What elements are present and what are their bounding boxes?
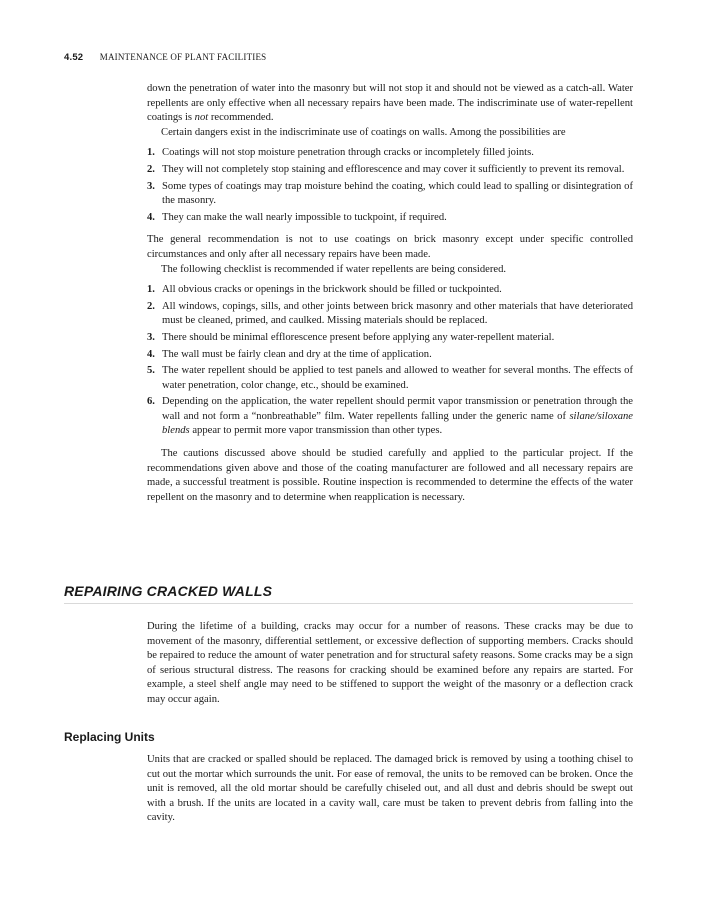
list-item: 5. The water repellent should be applied to test panels and allowed to weather for several months. The effects of water penetration, color change, etc., should be examined. bbox=[147, 365, 633, 391]
section-body bbox=[147, 620, 633, 708]
checklist-lead-paragraph: The following checklist is recommended if water repellents are being considered. bbox=[161, 263, 507, 275]
general-recommendation-paragraph: The general recommendation is not to use coatings on brick masonry except under specific controlled circumstances and only after all necessary repairs have been made. bbox=[147, 234, 633, 260]
dangers-list bbox=[147, 146, 633, 225]
list-item: 2. All windows, copings, sills, and other joints between brick masonry and other materials that have deteriorated must be cleaned, primed, and caulked. Missing materials should be replaced. bbox=[147, 300, 633, 327]
subsection-body bbox=[147, 753, 633, 826]
intro-text: down the penetration of water into the masonry but will not stop it and should not be viewed as a catch-all. Water repellents are only effective when all necessary repairs have been made. The indiscriminate use of water-repellent coatings is bbox=[147, 83, 633, 124]
checklist bbox=[147, 283, 633, 439]
replacing-units-paragraph: Units that are cracked or spalled should be replaced. The damaged brick is removed by using a toothing chisel to cut out the mortar which surrounds the unit. For ease of removal, the units to be removed can be broken. Once the unit is removed, all the old mortar should be carefully chiseled out, and all dust and debris should be swept out with a brush. If the units are located in a cavity wall, care must be taken to prevent debris from falling into the cavity. bbox=[147, 754, 633, 824]
running-title: MAINTENANCE OF PLANT FACILITIES bbox=[99, 52, 267, 62]
page-number: 4.52 bbox=[64, 52, 84, 63]
subsection-heading-replacing-units: Replacing Units bbox=[64, 730, 155, 744]
silane-emphasis: silane/siloxane blends bbox=[162, 410, 633, 437]
cautions-paragraph: The cautions discussed above should be studied carefully and applied to the particular project. If the recommendations given above and those of the coating manufacturer are followed and all necessary repairs are made, a successful treatment is possible. Routine inspection is recommended to determine the effects of the water repellent on the masonry and to determine when reapplication is necessary. bbox=[147, 448, 633, 503]
list-item: 2. They will not completely stop staining and efflorescence and may cover it sufficiently to prevent its removal. bbox=[147, 163, 625, 175]
intro-emphasis: not bbox=[194, 112, 209, 124]
main-text-block bbox=[147, 82, 633, 505]
list-item: 6. Depending on the application, the water repellent should permit vapor transmission or penetration through the wall and not form a “nonbreathable” film. Water repellents falling under the generic name of silane/siloxane blends appear to permit more vapor transmission than other types. bbox=[147, 396, 633, 437]
cracked-walls-paragraph: During the lifetime of a building, cracks may occur for a number of reasons. These cracks may be due to movement of the masonry, differential settlement, or excessive deflection of supporting members. Cracks should be repaired to reduce the amount of water penetration and for structural safety reasons. Some cracks may be a sign of serious structural distress. The reasons for cracking should be examined before any repairs are started. For example, a steel shelf angle may need to be stiffened to support the weight of the masonry or a deflection crack may occur again. bbox=[147, 621, 633, 705]
list-item: 1. All obvious cracks or openings in the brickwork should be filled or tuckpointed. bbox=[147, 284, 502, 296]
intro-paragraph bbox=[147, 82, 633, 126]
list-item: 1. Coatings will not stop moisture penetration through cracks or incompletely filled joints. bbox=[147, 147, 534, 159]
section-heading-repairing-cracked-walls: REPAIRING CRACKED WALLS bbox=[64, 583, 633, 604]
list-item: 4. They can make the wall nearly impossible to tuckpoint, if required. bbox=[147, 211, 447, 223]
list-item: 3. Some types of coatings may trap moisture behind the coating, which could lead to spalling or disintegration of the masonry. bbox=[147, 180, 633, 207]
list-item: 3. There should be minimal efflorescence present before applying any water-repellent material. bbox=[147, 331, 555, 343]
dangers-lead-paragraph: Certain dangers exist in the indiscriminate use of coatings on walls. Among the possibilities are bbox=[161, 126, 566, 138]
list-item: 4. The wall must be fairly clean and dry at the time of application. bbox=[147, 348, 432, 360]
running-head bbox=[64, 52, 266, 63]
intro-text-end: recommended. bbox=[208, 112, 274, 124]
